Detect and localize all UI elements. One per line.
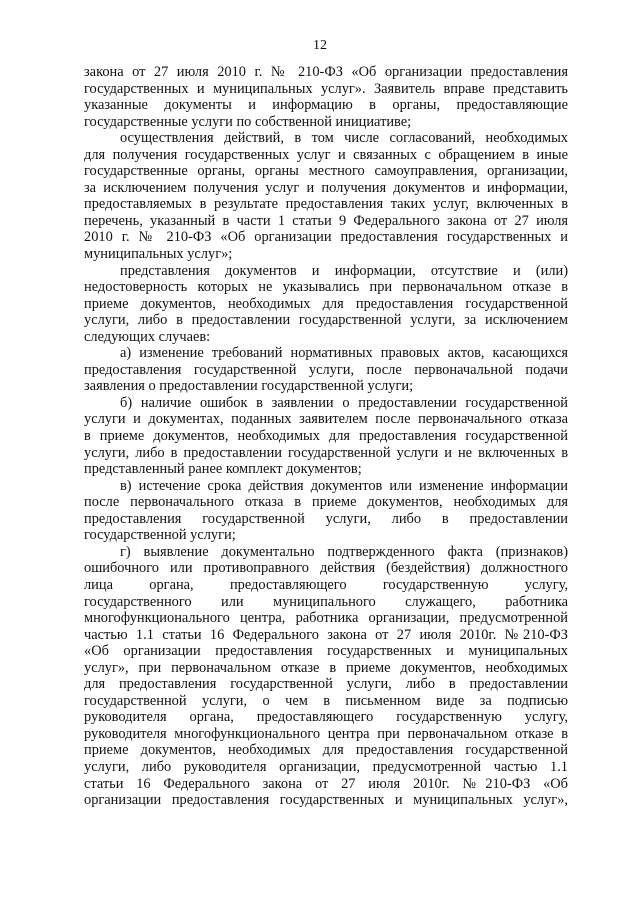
- text-line: государственные услуги по собственной инициативе;: [84, 113, 412, 130]
- text-line: недостоверность которых не указывались при первоначальном отказе в: [84, 279, 568, 296]
- text-line: государственные органы, органы местного самоуправления, организации,: [84, 163, 568, 180]
- text-line: услуги, либо в предоставлении государственной услуги, за исключением: [84, 312, 568, 329]
- text-line: за исключением получения услуг и получения документов и информации,: [84, 179, 568, 196]
- text-line: государственной услуги;: [84, 527, 236, 544]
- text-line: представления документов и информации, отсутствие и (или): [120, 262, 568, 279]
- text-line: услуги, либо руководителя организации, предусмотренной частью 1.1: [84, 758, 568, 775]
- text-line: представленный ранее комплект документов;: [84, 461, 362, 478]
- text-line: после первоначального отказа в приеме документов, необходимых для: [84, 494, 568, 511]
- text-line: государственных и муниципальных услуг». Заявитель вправе представить: [84, 80, 568, 97]
- text-line: приеме документов, необходимых для предоставления государственной: [84, 742, 568, 759]
- text-line: руководителя органа, предоставляющего государственную услугу,: [84, 709, 568, 726]
- text-line: многофункционального центра, работника организации, предусмотренной: [84, 610, 568, 627]
- text-line: «Об организации предоставления государственных и муниципальных: [84, 643, 568, 660]
- text-line: статьи 16 Федерального закона от 27 июля 2010г. №210-ФЗ «Об: [84, 775, 568, 792]
- text-line: предоставления государственной услуги, после первоначальной подачи: [84, 361, 568, 378]
- text-line: предоставляемых в результате предоставления таких услуг, включенных в: [84, 196, 568, 213]
- text-line: руководителя многофункционального центра при первоначальном отказе в: [84, 725, 568, 742]
- text-line: г) выявление документально подтвержденного факта (признаков): [120, 543, 568, 560]
- text-line: организации предоставления государственных и муниципальных услуг»,: [84, 792, 568, 809]
- text-line: указанные документы и информацию в органы, предоставляющие: [84, 97, 568, 114]
- text-line: перечень, указанный в части 1 статьи 9 Федерального закона от 27 июля: [84, 212, 568, 229]
- text-line: следующих случаев:: [84, 328, 211, 345]
- text-line: приеме документов, необходимых для предоставления государственной: [84, 295, 568, 312]
- text-line: услуг», при первоначальном отказе в приеме документов, необходимых: [84, 659, 568, 676]
- text-line: закона от 27 июля 2010 г. № 210-ФЗ «Об организации предоставления: [84, 64, 568, 80]
- text-line: осуществления действий, в том числе согласований, необходимых: [120, 130, 568, 147]
- text-line: лица органа, предоставляющего государственную услугу,: [84, 576, 568, 593]
- text-line: муниципальных услуг»;: [84, 246, 233, 263]
- text-line: б) наличие ошибок в заявлении о предоставлении государственной: [120, 394, 568, 411]
- text-line: 2010 г. № 210-ФЗ «Об организации предоставления государственных и: [84, 229, 568, 246]
- text-line: предоставления государственной услуги, либо в предоставлении: [84, 510, 568, 527]
- text-line: ошибочного или противоправного действия (бездействия) должностного: [84, 560, 568, 577]
- text-line: государственной услуги, о чем в письменном виде за подписью: [84, 692, 568, 709]
- text-line: государственного или муниципального служащего, работника: [84, 593, 568, 610]
- text-line: услуги и документах, поданных заявителем после первоначального отказа: [84, 411, 568, 428]
- text-line: а) изменение требований нормативных правовых актов, касающихся: [120, 345, 568, 362]
- page-number: 12: [313, 38, 327, 53]
- document-body: [84, 64, 568, 809]
- text-line: для получения государственных услуг и связанных с обращением в иные: [84, 146, 568, 163]
- text-line: в) истечение срока действия документов или изменение информации: [120, 477, 568, 494]
- text-line: в приеме документов, необходимых для предоставления государственной: [84, 428, 568, 445]
- text-line: услуги, либо в предоставлении государственной услуги и не включенных в: [84, 444, 568, 461]
- text-line: для предоставления государственной услуги, либо в предоставлении: [84, 676, 568, 693]
- text-line: заявления о предоставлении государственной услуги;: [84, 378, 414, 395]
- text-line: частью 1.1 статьи 16 Федерального закона от 27 июля 2010г. №210-ФЗ: [84, 626, 568, 643]
